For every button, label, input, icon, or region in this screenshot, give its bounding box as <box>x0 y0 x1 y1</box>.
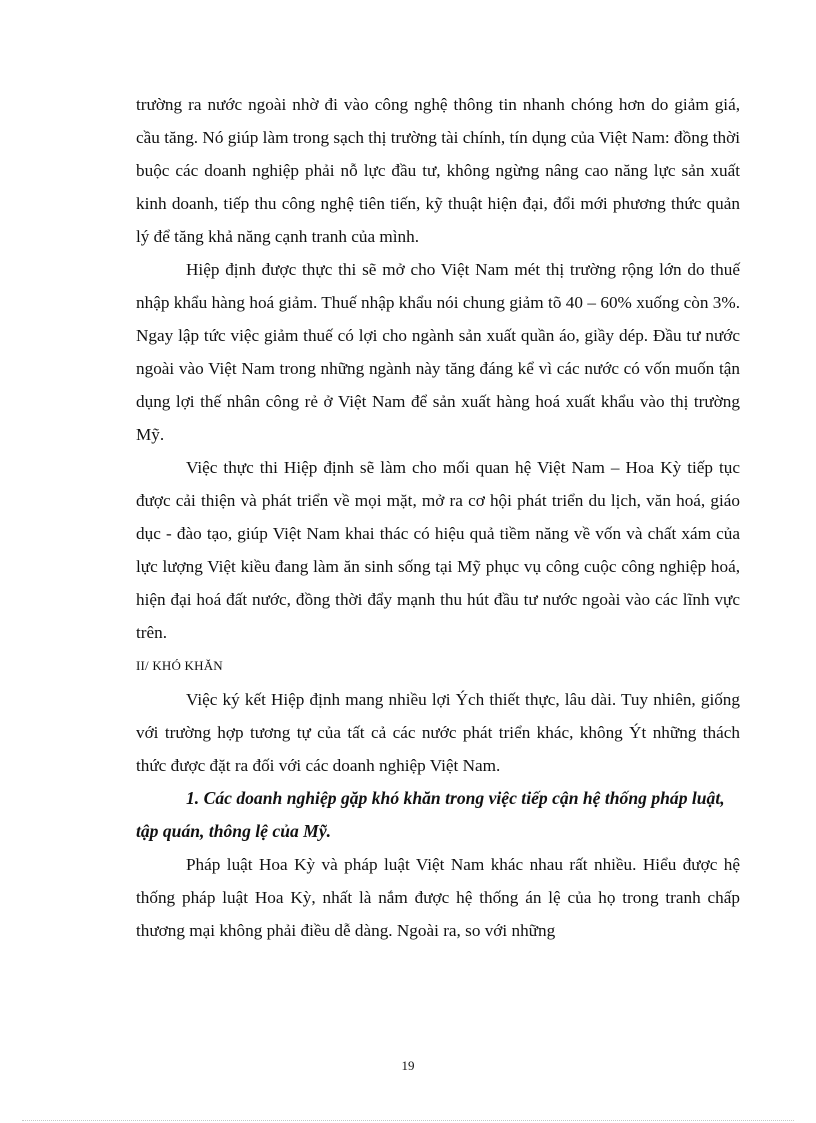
page-bottom-divider <box>22 1120 794 1121</box>
paragraph-difficulties-intro: Việc ký kết Hiệp định mang nhiều lợi Ých thiết thực, lâu dài. Tuy nhiên, giống với trường hợp tương tự của tất cả các nước phát triển khác, không Ýt những thách thức được đặt ra đối với các doanh nghiệp Việt Nam. <box>136 690 740 775</box>
paragraph-bilateral-relations: Việc thực thi Hiệp định sẽ làm cho mối quan hệ Việt Nam – Hoa Kỳ tiếp tục được cải thiện và phát triển về mọi mặt, mở ra cơ hội phát triển du lịch, văn hoá, giáo dục - đào tạo, giúp Việt Nam khai thác có hiệu quả tiềm năng về vốn và chất xám của lực lượng Việt kiều đang làm ăn sinh sống tại Mỹ phục vụ công cuộc công nghiệp hoá, hiện đại hoá đất nước, đồng thời đẩy mạnh thu hút đầu tư nước ngoài vào các lĩnh vực trên. <box>136 458 740 642</box>
paragraph-continuation: trường ra nước ngoài nhờ đi vào công nghệ thông tin nhanh chóng hơn do giảm giá, cầu tăng. Nó giúp làm trong sạch thị trường tài chính, tín dụng của Việt Nam: đồng thời buộc các doanh nghiệp phải nỗ lực đầu tư, không ngừng nâng cao năng lực sản xuất kinh doanh, tiếp thu công nghệ tiên tiến, kỹ thuật hiện đại, đổi mới phương thức quản lý để tăng khả năng cạnh tranh của mình. <box>136 95 740 246</box>
page-number: 19 <box>401 1058 415 1073</box>
paragraph-legal-system: Pháp luật Hoa Kỳ và pháp luật Việt Nam khác nhau rất nhiều. Hiểu được hệ thống pháp luật Hoa Kỳ, nhất là nắm được hệ thống án lệ của họ trong tranh chấp thương mại không phải điều dễ dàng. Ngoài ra, so với những <box>136 855 740 940</box>
subsection-heading: 1. Các doanh nghiệp gặp khó khăn trong việc tiếp cận hệ thống pháp luật, tập quán, thông lệ của Mỹ. <box>136 788 725 841</box>
paragraph-trade-agreement: Hiệp định được thực thi sẽ mở cho Việt Nam mét thị trường rộng lớn do thuế nhập khẩu hàng hoá giảm. Thuế nhập khẩu nói chung giảm tõ 40 – 60% xuống còn 3%. Ngay lập tức việc giảm thuế có lợi cho ngành sản xuất quần áo, giầy dép. Đầu tư nước ngoài vào Việt Nam trong những ngành này tăng đáng kể vì các nước có vốn muốn tận dụng lợi thế nhân công rẻ ở Việt Nam để sản xuất hàng hoá xuất khẩu vào thị trường Mỹ. <box>136 260 740 444</box>
section-heading: II/ KHÓ KHĂN <box>136 658 223 673</box>
body-text <box>136 88 740 947</box>
